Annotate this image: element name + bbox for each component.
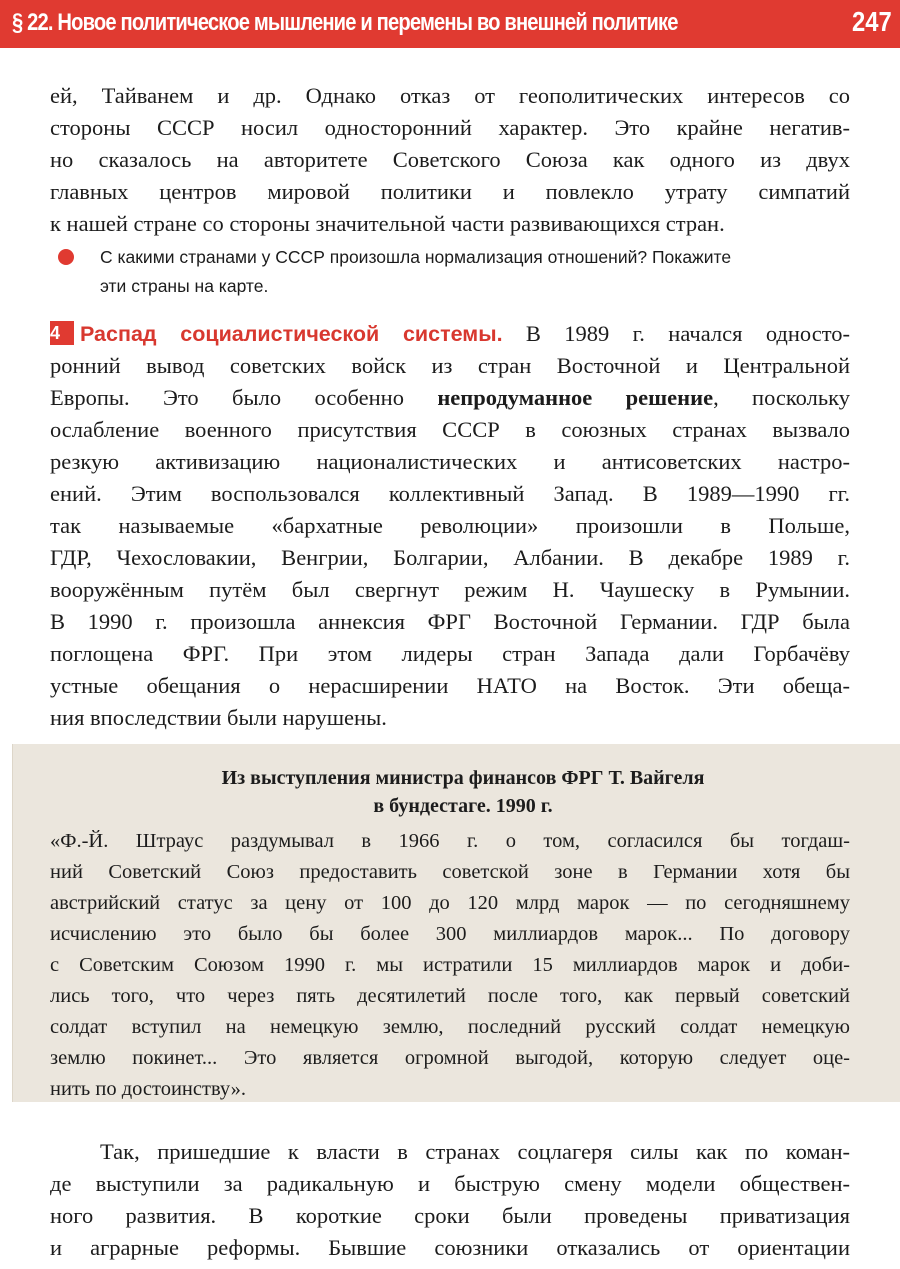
text-line: ного развития. В короткие сроки были проведены приватизация — [50, 1203, 850, 1228]
quote-line: исчислению это было бы более 300 миллиардов марок... По договору — [50, 923, 850, 945]
chapter-title: § 22. Новое политическое мышление и перемены во внешней политике — [12, 9, 678, 36]
source-quote — [50, 826, 850, 1105]
text-line: ослабление военного присутствия СССР в союзных странах вызвало — [50, 417, 850, 442]
text-line: ений. Этим воспользовался коллективный Запад. В 1989—1990 гг. — [50, 481, 850, 506]
text-line: вооружённым путём был свергнут режим Н. Чаушеску в Румынии. — [50, 577, 850, 602]
text-line — [50, 382, 850, 414]
question-text — [100, 243, 890, 301]
text-line — [50, 318, 850, 350]
paragraph-last — [50, 1136, 850, 1264]
question-bullet-icon — [58, 249, 74, 265]
text-line: ГДР, Чехословакии, Венгрии, Болгарии, Албании. В декабре 1989 г. — [50, 545, 850, 570]
question-line: эти страны на карте. — [100, 276, 269, 296]
text-line: де выступили за радикальную и быструю смену модели обществен- — [50, 1171, 850, 1196]
text-line: Так, пришедшие к власти в странах соцлагеря силы как по коман- — [100, 1139, 850, 1164]
page-header — [0, 0, 900, 48]
text-line: к нашей стране со стороны значительной части развивающихся стран. — [50, 211, 725, 236]
text-fragment: В 1989 г. начался односто- — [502, 321, 850, 346]
section-4 — [50, 318, 850, 734]
quote-line: землю покинет... Это является огромной выгодой, которую следует оце- — [50, 1047, 850, 1069]
section-number-badge: 4 — [50, 321, 74, 345]
quote-line: австрийский статус за цену от 100 до 120 млрд марок — по сегодняшнему — [50, 892, 850, 914]
text-line: но сказалось на авторитете Советского Союза как одного из двух — [50, 147, 850, 172]
section-title: Распад социалистической системы. — [80, 322, 503, 346]
text-line: поглощена ФРГ. При этом лидеры стран Запада дали Горбачёву — [50, 641, 850, 666]
text-line: и аграрные реформы. Бывшие союзники отказались от ориентации — [50, 1235, 850, 1260]
quote-line: с Советским Союзом 1990 г. мы истратили 15 миллиардов марок и доби- — [50, 954, 850, 976]
text-line: стороны СССР носил односторонний характер. Это крайне негатив- — [50, 115, 850, 140]
source-title-line: Из выступления министра финансов ФРГ Т. Вайгеля — [221, 767, 705, 789]
quote-line: «Ф.-Й. Штраус раздумывал в 1966 г. о том, согласился бы тогдаш- — [50, 830, 850, 852]
page-number: 247 — [852, 6, 892, 37]
text-line: В 1990 г. произошла аннексия ФРГ Восточной Германии. ГДР была — [50, 609, 850, 634]
quote-line: ний Советский Союз предоставить советской зоне в Германии хотя бы — [50, 861, 850, 883]
text-fragment: , поскольку — [713, 385, 850, 410]
quote-line: нить по достоинству». — [50, 1078, 247, 1100]
text-line: так называемые «бархатные революции» произошли в Польше, — [50, 513, 850, 538]
source-title — [13, 764, 900, 820]
quote-line: солдат вступил на немецкую землю, последний русский солдат немецкую — [50, 1016, 850, 1038]
text-line: ния впоследствии были нарушены. — [50, 705, 387, 730]
quote-line: лись того, что через пять десятилетий после того, как первый советский — [50, 985, 850, 1007]
text-fragment: Европы. Это было особенно — [50, 385, 438, 410]
bold-term: непродуманное решение — [437, 385, 714, 410]
text-line: ронний вывод советских войск из стран Восточной и Центральной — [50, 353, 850, 378]
paragraph-1 — [50, 80, 850, 240]
source-title-line: в бундестаге. 1990 г. — [373, 795, 553, 817]
text-line: ей, Тайванем и др. Однако отказ от геополитических интересов со — [50, 83, 850, 108]
text-line: главных центров мировой политики и повлекло утрату симпатий — [50, 179, 850, 204]
text-line: резкую активизацию националистических и антисоветских настро- — [50, 449, 850, 474]
text-line: устные обещания о нерасширении НАТО на Восток. Эти обеща- — [50, 673, 850, 698]
question-line: С какими странами у СССР произошла нормализация отношений? Покажите — [100, 247, 732, 267]
